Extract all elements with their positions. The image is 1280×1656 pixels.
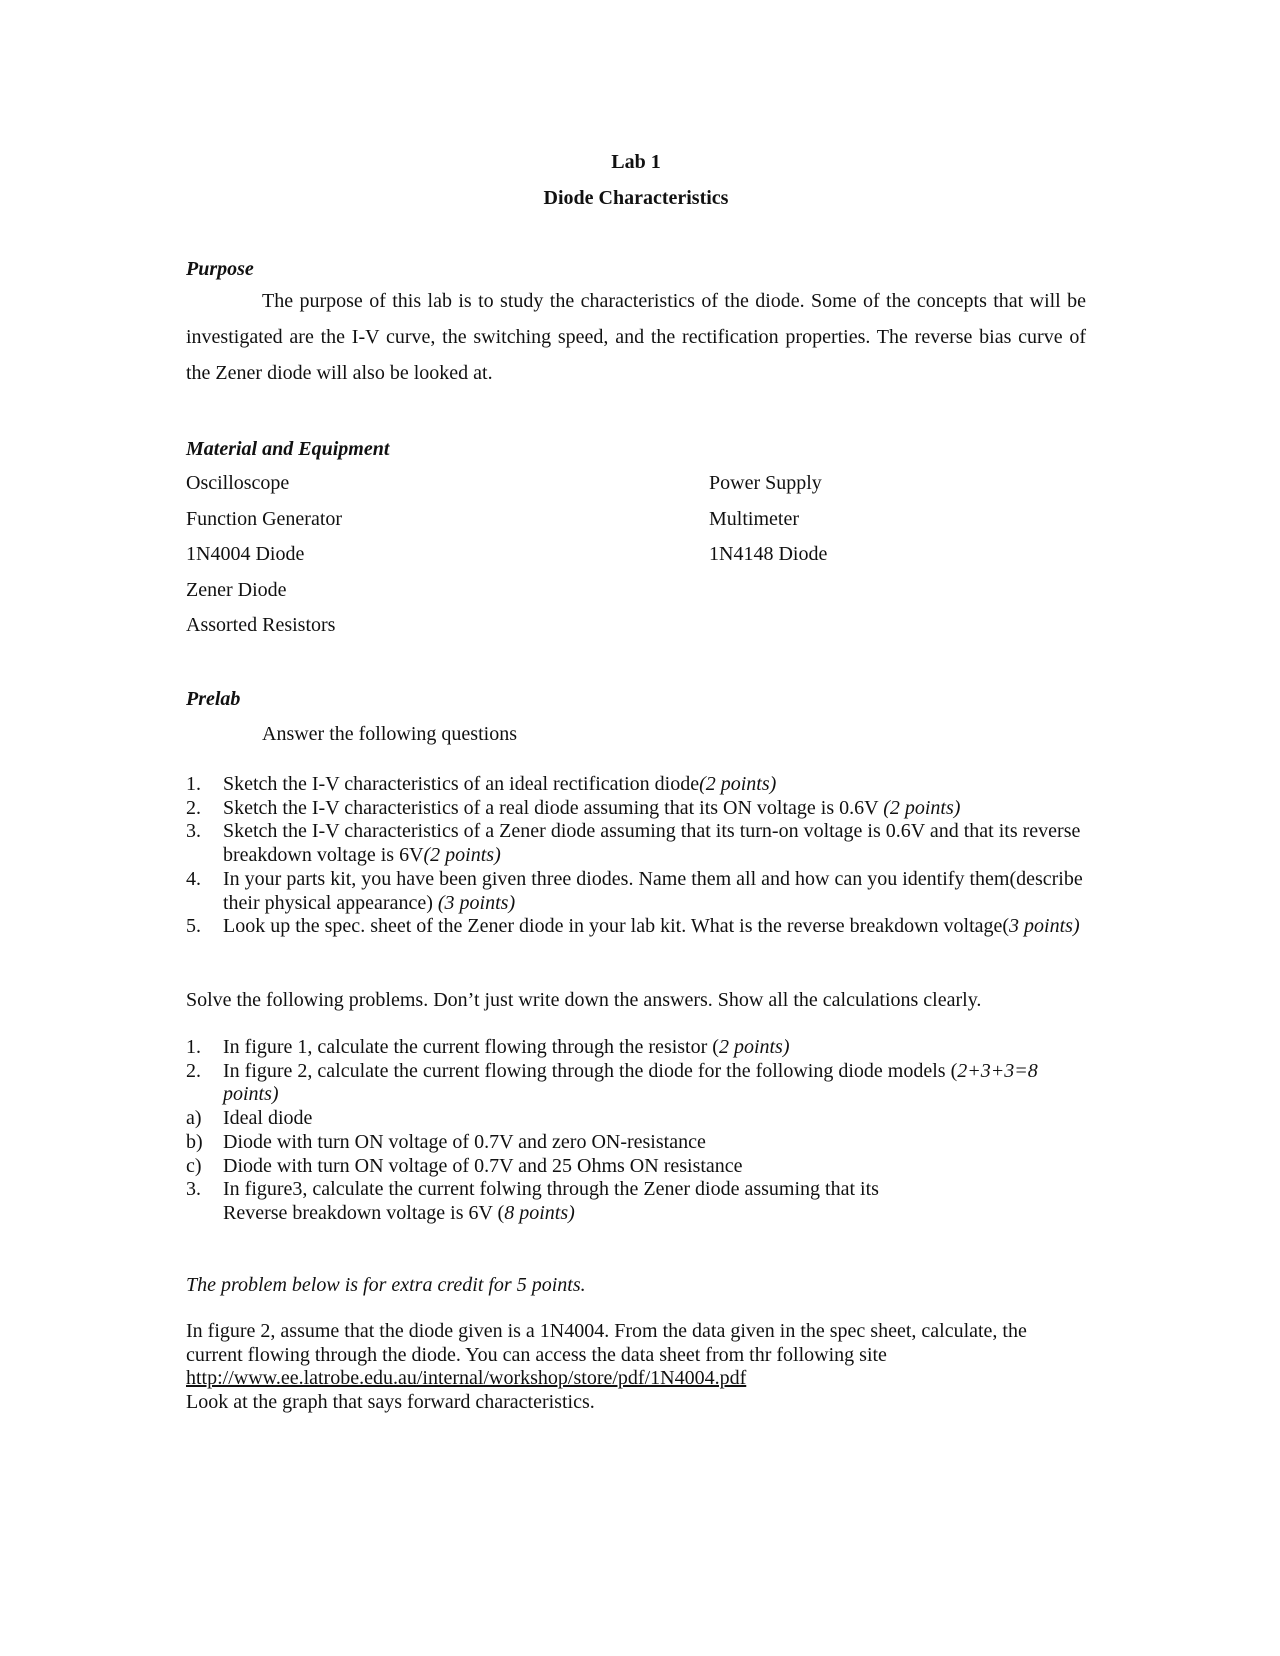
item-text: Look up the spec. sheet of the Zener diode in your lab kit. What is the reverse breakdown voltage( [223,915,1010,938]
extra-credit-text: In figure 2, assume that the diode given is a 1N4004. From the data given in the spec sheet, calculate, the current flowing through the diode. You can access the data sheet from thr following site [186,1320,1027,1366]
item-text: In figure 2, calculate the current flowing through the diode for the following diode models ( [223,1059,958,1082]
item-points: 2 points) [718,1036,790,1058]
list-item [186,1178,1086,1225]
item-text: In your parts kit, you have been given three diodes. Name them all and how can you identify them(describe their physical appearance) [223,867,1083,914]
solve-intro: Solve the following problems. Don’t just write down the answers. Show all the calculations clearly. [186,989,982,1011]
extra-credit-body [186,1320,1086,1415]
equipment-row [186,502,1086,538]
item-points: 2+3+3=8 points) [223,1059,1038,1106]
item-points: (2 points) [883,796,961,819]
purpose-paragraph [186,283,1086,391]
equipment-item: Multimeter [709,507,799,530]
item-text: Ideal diode [223,1107,313,1130]
equipment-item: Oscilloscope [186,472,290,494]
item-number: 1. [186,1036,201,1058]
equipment-item: Zener Diode [186,578,287,601]
list-item [186,820,1086,867]
equipment-item: Power Supply [709,472,822,494]
list-item [186,1060,1086,1107]
equipment-item: 1N4004 Diode [186,543,305,565]
item-text: Sketch the I-V characteristics of an ideal rectification diode [223,773,700,795]
prelab-heading: Prelab [186,688,241,710]
equipment-item: Function Generator [186,507,343,530]
item-text: Diode with turn ON voltage of 0.7V and zero ON-resistance [223,1130,706,1153]
list-item [186,1155,1086,1179]
list-item [186,1131,1086,1155]
item-number: 3. [186,820,201,843]
equipment-row [186,608,1086,644]
item-points: 3 points) [1009,915,1080,938]
list-item [186,868,1086,915]
prelab-questions [186,773,1086,939]
item-points: (2 points) [423,844,501,867]
equipment-row [186,466,1086,502]
extra-credit-heading: The problem below is for extra credit for 5 points. [186,1274,586,1296]
item-text: In figure 1, calculate the current flowing through the resistor ( [223,1036,719,1058]
item-text: Sketch the I-V characteristics of a real diode assuming that its ON voltage is 0.6V [223,796,884,819]
purpose-text: The purpose of this lab is to study the characteristics of the diode. Some of the concepts that will be investigated are the I-V curve, the switching speed, and the rectification properties. The reverse bias curve of the Zener diode will also be looked at. [186,290,1086,384]
item-points: (2 points) [699,773,777,795]
prelab-intro: Answer the following questions [262,723,517,745]
equipment-item: Assorted Resistors [186,614,336,636]
equipment-heading: Material and Equipment [186,438,390,460]
list-item [186,1036,1086,1060]
equipment-list [186,466,1086,644]
list-item [186,1107,1086,1131]
equipment-row [186,573,1086,609]
list-item [186,797,1086,821]
item-number: 3. [186,1178,201,1201]
item-number: 1. [186,773,201,795]
datasheet-link[interactable]: http://www.ee.latrobe.edu.au/internal/workshop/store/pdf/1N4004.pdf [186,1367,747,1390]
item-number: 2. [186,1059,201,1082]
item-number: b) [186,1130,203,1153]
equipment-item: 1N4148 Diode [709,543,828,565]
list-item [186,915,1086,939]
lab-title: Diode Characteristics [543,187,729,209]
item-number: c) [186,1154,202,1177]
item-number: 2. [186,796,201,819]
item-points: (3 points) [437,891,516,914]
prelab-problems [186,1036,1086,1226]
item-text: Sketch the I-V characteristics of a Zener diode assuming that its turn-on voltage is 0.6V and that its reverse breakdown voltage is 6V [223,820,1081,867]
item-number: 5. [186,915,201,938]
item-text: Diode with turn ON voltage of 0.7V and 25 Ohms ON resistance [223,1154,743,1177]
lab-number: Lab 1 [611,151,661,173]
extra-credit-note: Look at the graph that says forward characteristics. [186,1391,595,1414]
purpose-heading: Purpose [186,258,254,280]
item-number: a) [186,1107,202,1130]
item-text: In figure3, calculate the current folwing through the Zener diode assuming that its Reverse breakdown voltage is 6V ( [223,1178,879,1224]
list-item [186,773,1086,797]
equipment-row [186,537,1086,573]
item-number: 4. [186,867,201,890]
item-points: 8 points) [504,1201,575,1224]
